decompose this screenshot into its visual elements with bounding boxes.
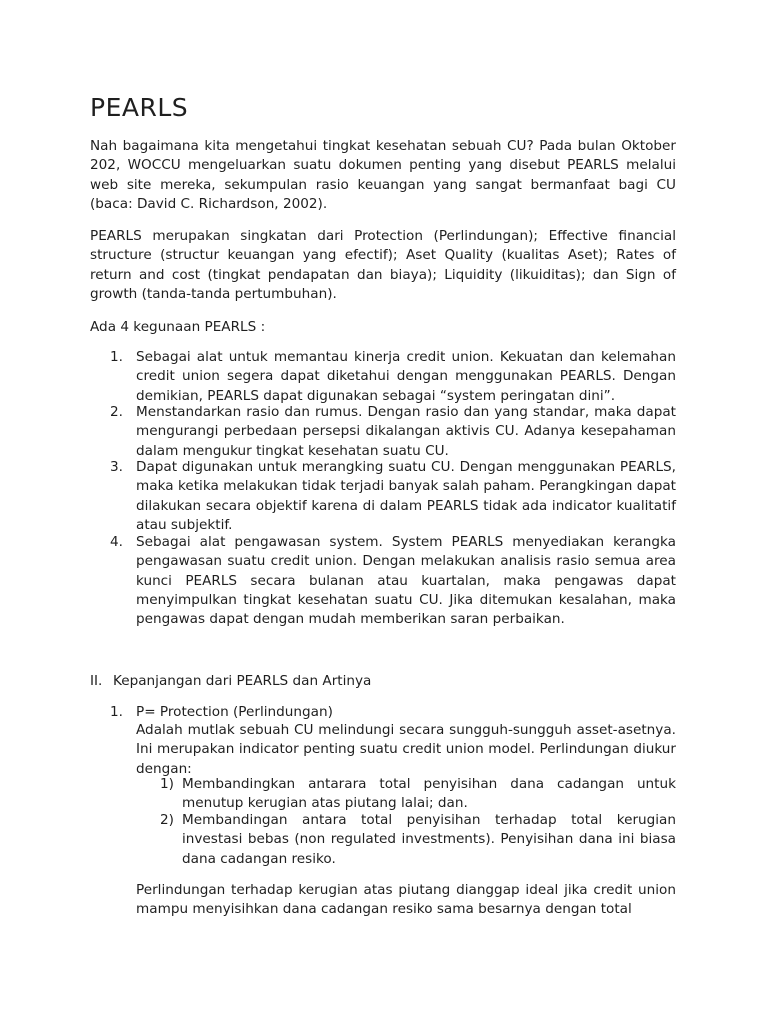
list-number: 1.	[110, 704, 123, 720]
uses-heading: Ada 4 kegunaan PEARLS :	[90, 319, 266, 335]
section-number: II.	[90, 673, 103, 689]
section-title: Kepanjangan dari PEARLS dan Artinya	[113, 673, 372, 689]
list-number: 3.	[110, 459, 123, 475]
list-number: 4.	[110, 534, 123, 550]
list-number: 2.	[110, 404, 123, 420]
page-title: PEARLS	[90, 93, 189, 122]
sub-list-number: 2)	[160, 812, 174, 828]
sub-list-text: Membandingkan antarara total penyisihan dana cadangan untuk menutup kerugian atas piutang lalai; dan.	[182, 776, 676, 812]
sub-list-text: Membandingan antara total penyisihan terhadap total kerugian investasi bebas (non regulated investments). Penyisihan dana ini biasa dana cadangan resiko.	[182, 812, 676, 867]
sub-list-number: 1)	[160, 776, 174, 792]
intro-paragraph: Nah bagaimana kita mengetahui tingkat kesehatan sebuah CU? Pada bulan Oktober 202, WOCCU mengeluarkan suatu dokumen penting yang disebut PEARLS melalui web site mereka, sekumpulan rasio keuangan yang sangat bermanfaat bagi CU (baca: David C. Richardson, 2002).	[90, 138, 676, 212]
protection-body: Adalah mutlak sebuah CU melindungi secara sungguh-sungguh asset-asetnya. Ini merupakan indicator penting suatu credit union model. Perlindungan diukur dengan:	[136, 722, 676, 777]
list-text: Dapat digunakan untuk merangking suatu CU. Dengan menggunakan PEARLS, maka ketika melakukan tidak terjadi banyak salah paham. Perangkingan dapat dilakukan secara objektif karena di dalam PEARLS tidak ada indicator kualitatif atau subjektif.	[136, 459, 676, 533]
list-text: Sebagai alat untuk memantau kinerja credit union. Kekuatan dan kelemahan credit union segera dapat diketahui dengan menggunakan PEARLS. Dengan demikian, PEARLS dapat digunakan sebagai “system peringatan dini”.	[136, 349, 676, 404]
protection-heading: P= Protection (Perlindungan)	[136, 704, 333, 720]
definition-paragraph: PEARLS merupakan singkatan dari Protection (Perlindungan); Effective financial structure (structur keuangan yang efectif); Aset Quality (kualitas Aset); Rates of return and cost (tingkat pendapatan dan biaya); Liquidity (likuiditas); dan Sign of growth (tanda-tanda pertumbuhan).	[90, 228, 676, 302]
list-text: Menstandarkan rasio dan rumus. Dengan rasio dan yang standar, maka dapat mengurangi perbedaan persepsi dikalangan aktivis CU. Adanya kesepahaman dalam mengukur tingkat kesehatan suatu CU.	[136, 404, 676, 459]
list-number: 1.	[110, 349, 123, 365]
list-text: Sebagai alat pengawasan system. System PEARLS menyediakan kerangka pengawasan suatu credit union. Dengan melakukan analisis rasio semua area kunci PEARLS secara bulanan atau kuartalan, maka pengawas dapat menyimpulkan tingkat kesehatan suatu CU. Jika ditemukan kesalahan, maka pengawas dapat dengan mudah memberikan saran perbaikan.	[136, 534, 676, 628]
closing-paragraph: Perlindungan terhadap kerugian atas piutang dianggap ideal jika credit union mampu menyisihkan dana cadangan resiko sama besarnya dengan total	[136, 882, 676, 918]
